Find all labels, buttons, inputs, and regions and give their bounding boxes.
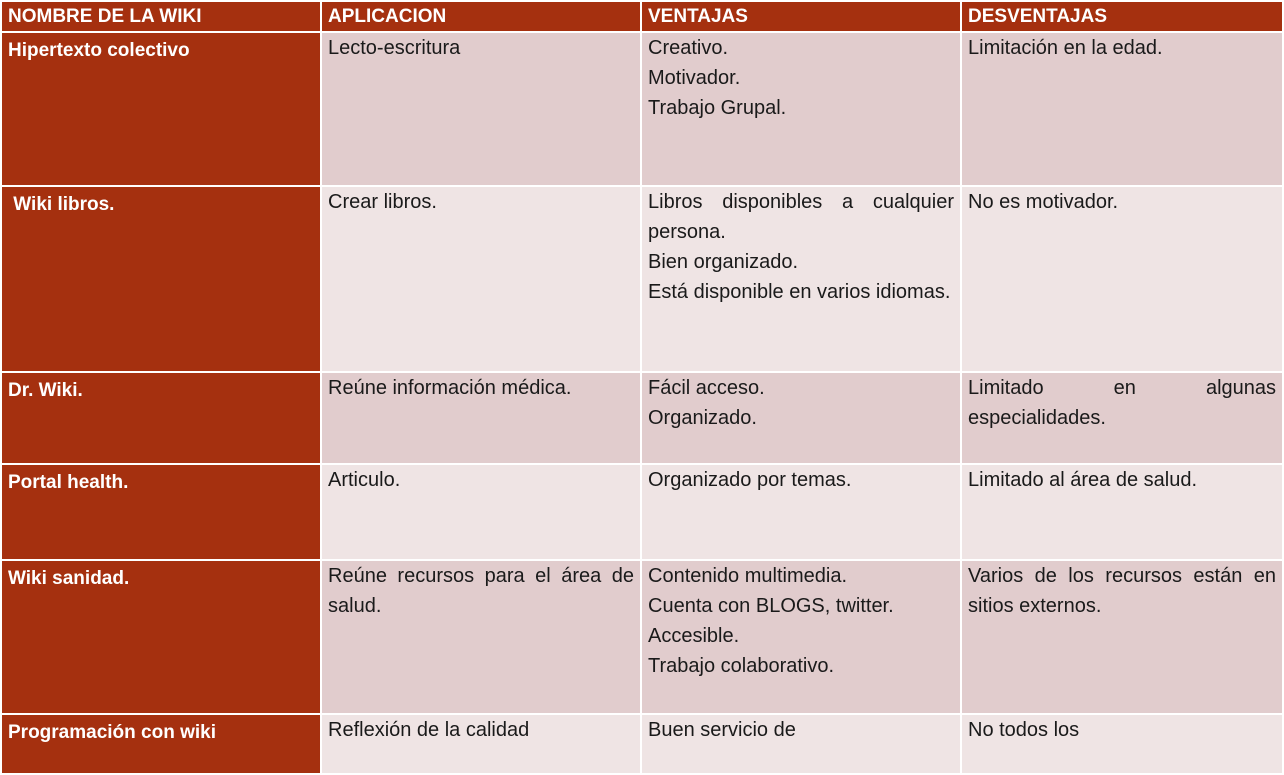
cell-line: No todos los [968, 719, 1080, 741]
wiki-name-cell: Dr. Wiki. [1, 372, 321, 464]
wiki-name-cell: Portal health. [1, 464, 321, 560]
disadvantages-cell [961, 372, 1283, 464]
application-cell [321, 372, 641, 464]
cell-line: Organizado por temas. [648, 469, 852, 491]
wiki-name-cell: Hipertexto colectivo [1, 32, 321, 186]
cell-line: Libros disponibles a cualquier persona. [648, 191, 954, 243]
table-row [1, 560, 1283, 714]
advantages-cell [641, 372, 961, 464]
advantages-cell [641, 560, 961, 714]
cell-line: Varios de los recursos están en sitios externos. [968, 565, 1276, 617]
cell-line: Accesible. [648, 625, 740, 647]
disadvantages-cell [961, 714, 1283, 774]
disadvantages-cell [961, 186, 1283, 372]
table-row [1, 714, 1283, 774]
wiki-name-cell: Programación con wiki [1, 714, 321, 774]
table-row [1, 464, 1283, 560]
header-row [1, 1, 1283, 32]
application-cell [321, 464, 641, 560]
header-application: APLICACION [321, 1, 641, 32]
cell-line: No es motivador. [968, 191, 1119, 213]
header-disadvantages: DESVENTAJAS [961, 1, 1283, 32]
cell-line: Cuenta con BLOGS, twitter. [648, 595, 894, 617]
cell-line: Organizado. [648, 407, 757, 429]
cell-line: Bien organizado. [648, 251, 799, 273]
advantages-cell [641, 464, 961, 560]
disadvantages-cell [961, 560, 1283, 714]
application-cell [321, 186, 641, 372]
application-cell [321, 32, 641, 186]
table-row [1, 372, 1283, 464]
advantages-cell [641, 186, 961, 372]
wiki-name-cell: Wiki sanidad. [1, 560, 321, 714]
wiki-name-cell: Wiki libros. [1, 186, 321, 372]
table-row [1, 32, 1283, 186]
cell-line: Está disponible en varios idiomas. [648, 281, 951, 303]
cell-line: Limitado en algunas especialidades. [968, 377, 1276, 429]
cell-line: Crear libros. [328, 191, 437, 213]
disadvantages-cell [961, 32, 1283, 186]
cell-line: Limitado al área de salud. [968, 469, 1198, 491]
cell-line: Articulo. [328, 469, 401, 491]
cell-line: Lecto-escritura [328, 37, 461, 59]
cell-line: Trabajo Grupal. [648, 97, 787, 119]
cell-line: Trabajo colaborativo. [648, 655, 835, 677]
application-cell [321, 714, 641, 774]
table-row [1, 186, 1283, 372]
cell-line: Motivador. [648, 67, 741, 89]
advantages-cell [641, 714, 961, 774]
advantages-cell [641, 32, 961, 186]
cell-line: Contenido multimedia. [648, 565, 847, 587]
cell-line: Reflexión de la calidad [328, 719, 530, 741]
header-advantages: VENTAJAS [641, 1, 961, 32]
cell-line: Fácil acceso. [648, 377, 765, 399]
cell-line: Reúne información médica. [328, 377, 572, 399]
header-name: NOMBRE DE LA WIKI [1, 1, 321, 32]
cell-line: Reúne recursos para el área de salud. [328, 565, 634, 617]
cell-line: Creativo. [648, 37, 729, 59]
cell-line: Limitación en la edad. [968, 37, 1163, 59]
application-cell [321, 560, 641, 714]
disadvantages-cell [961, 464, 1283, 560]
cell-line: Buen servicio de [648, 719, 796, 741]
